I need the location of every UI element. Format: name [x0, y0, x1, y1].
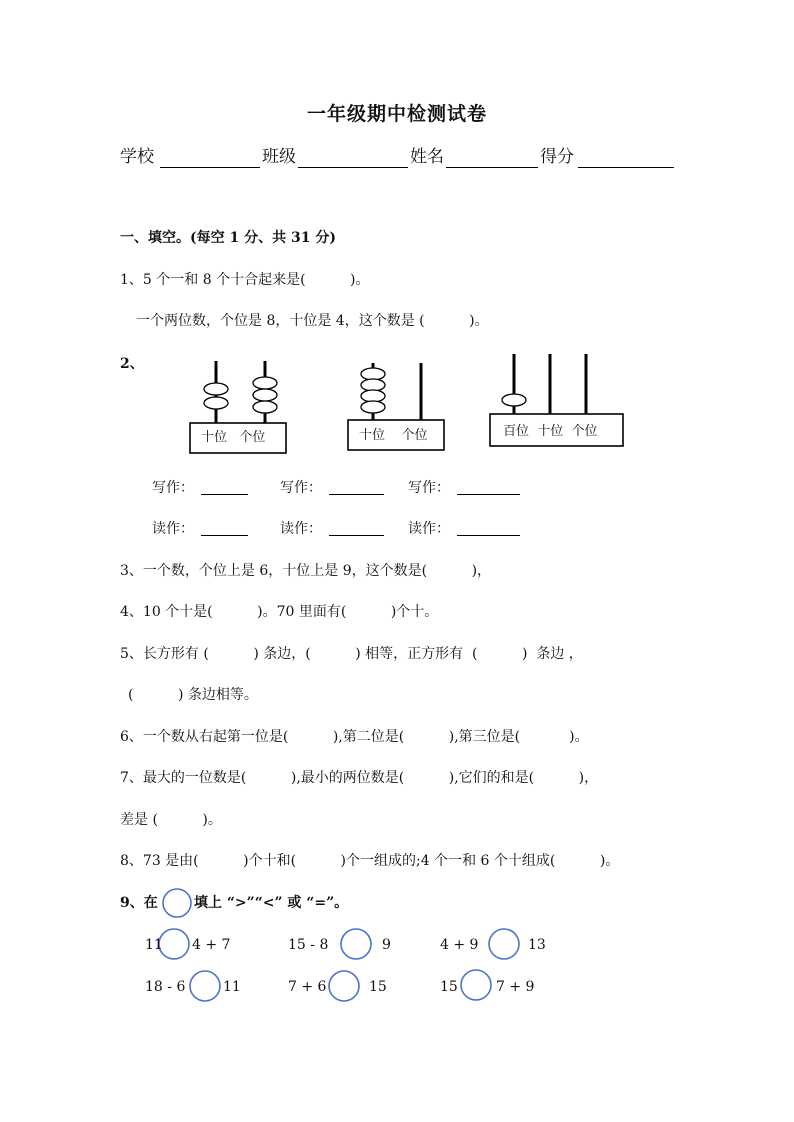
- class-label: 班级: [262, 147, 296, 167]
- question-6: 6、一个数从右起第一位是( ),第二位是( ),第三位是( )。: [120, 729, 589, 745]
- write-label-2: 写作：: [280, 480, 322, 496]
- question-5a: 5、长方形有 ( ) 条边，( ) 相等，正方形有 ( ) 条边 ，: [120, 646, 583, 662]
- question-5b: ( ) 条边相等。: [128, 687, 258, 703]
- question-1b: 一个两位数，个位是 8，十位是 4，这个数是 ( )。: [136, 313, 489, 329]
- question-2-number: 2、: [120, 356, 144, 372]
- read-label-2: 读作：: [280, 521, 322, 537]
- compare-6-left: 15: [440, 979, 458, 995]
- name-label: 姓名: [410, 147, 444, 167]
- compare-5-left: 7 + 6: [288, 979, 327, 995]
- question-1a: 1、5 个一和 8 个十合起来是( )。: [120, 272, 370, 288]
- abacus-1-label: 十位 个位: [201, 430, 266, 445]
- question-9-suffix: 填上 “>”“<” 或 “=”。: [194, 895, 349, 911]
- answer-circle-6: [461, 970, 491, 1000]
- question-7a: 7、最大的一位数是( ),最小的两位数是( ),它们的和是( )，: [120, 770, 599, 786]
- compare-2-left: 15 - 8: [288, 937, 329, 953]
- section-heading: 一、填空。(每空 1 分、共 31 分): [120, 230, 336, 246]
- write-label-3: 写作：: [408, 480, 450, 496]
- compare-3-left: 4 + 9: [440, 937, 479, 953]
- question-7b: 差是 ( )。: [120, 812, 222, 828]
- compare-1-right: 4 + 7: [192, 937, 231, 953]
- abacus-3-label: 百位 十位 个位: [503, 424, 598, 439]
- example-circle: [163, 889, 191, 917]
- read-label-3: 读作：: [408, 521, 450, 537]
- answer-circle-2: [341, 929, 371, 959]
- compare-4-right: 11: [223, 979, 241, 995]
- read-label-1: 读作：: [152, 521, 194, 537]
- question-4: 4、10 个十是( )。70 里面有( )个十。: [120, 604, 439, 620]
- score-label: 得分: [540, 147, 574, 167]
- compare-1-left: 11: [145, 937, 163, 953]
- answer-circle-4: [190, 971, 220, 1001]
- compare-5-right: 15: [369, 979, 387, 995]
- answer-circle-5: [329, 971, 359, 1001]
- question-9-prefix: 9、在: [120, 895, 158, 911]
- school-label: 学校: [120, 147, 154, 167]
- question-3: 3、一个数，个位上是 6，十位上是 9，这个数是( )，: [120, 563, 492, 579]
- page-title: 一年级期中检测试卷: [306, 103, 487, 125]
- answer-circle-3: [489, 929, 519, 959]
- abacus-2-label: 十位 个位: [359, 428, 428, 443]
- question-8: 8、73 是由( )个十和( )个一组成的;4 个一和 6 个十组成( )。: [120, 853, 620, 869]
- compare-4-left: 18 - 6: [145, 979, 186, 995]
- compare-6-right: 7 + 9: [496, 979, 535, 995]
- compare-2-right: 9: [382, 937, 391, 953]
- compare-3-right: 13: [528, 937, 546, 953]
- write-label-1: 写作：: [152, 480, 194, 496]
- answer-circle-1: [159, 929, 189, 959]
